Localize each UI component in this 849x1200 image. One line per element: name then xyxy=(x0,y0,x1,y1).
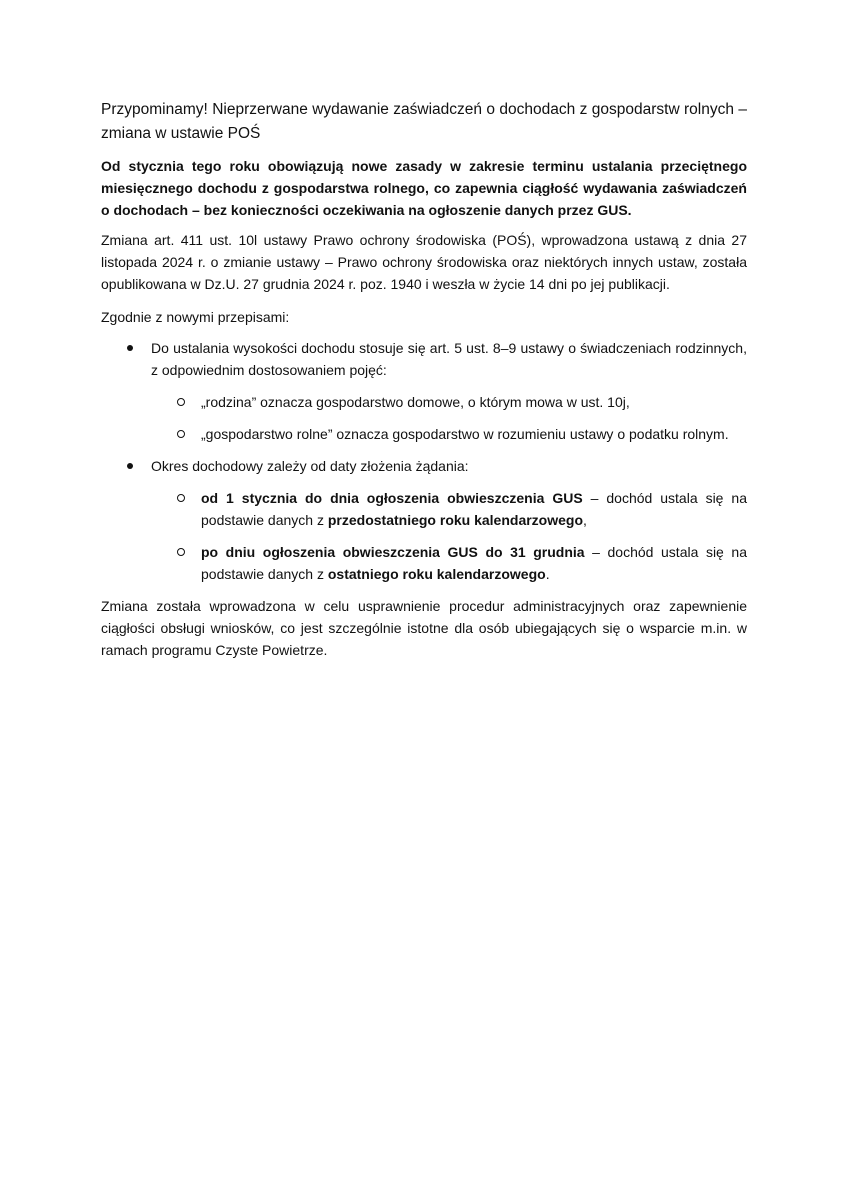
sub-item-text: „gospodarstwo rolne” oznacza gospodarstwo w rozumieniu ustawy o podatku rolnym. xyxy=(201,426,729,442)
sub-list xyxy=(151,487,747,585)
sub-list xyxy=(151,391,747,445)
sub-list-item xyxy=(151,391,747,413)
rules-list xyxy=(101,337,747,585)
period-label: po dniu ogłoszenia obwieszczenia GUS do 31 grudnia xyxy=(201,544,585,560)
circle-bullet-icon xyxy=(177,430,185,438)
sub-list-item xyxy=(151,423,747,445)
closing-paragraph: Zmiana została wprowadzona w celu usprawnienie procedur administracyjnych oraz zapewnienie ciągłości obsługi wniosków, co jest szczególnie istotne dla osób ubiegających się o wsparcie m.in. w ramach programu Czyste Powietrze. xyxy=(101,598,747,658)
document-content xyxy=(101,98,747,661)
bullet-text: Okres dochodowy zależy od daty złożenia żądania: xyxy=(151,458,469,474)
document-title: Przypominamy! Nieprzerwane wydawanie zaświadczeń o dochodach z gospodarstw rolnych – zmiana w ustawie POŚ xyxy=(101,101,747,142)
list-intro: Zgodnie z nowymi przepisami: xyxy=(101,309,290,325)
bullet-icon xyxy=(127,463,133,469)
list-item xyxy=(101,337,747,445)
list-item xyxy=(101,455,747,585)
sub-list-item xyxy=(151,541,747,585)
year-label: przedostatniego roku kalendarzowego xyxy=(327,512,584,528)
sub-list-item xyxy=(151,487,747,531)
bullet-text: Do ustalania wysokości dochodu stosuje się art. 5 ust. 8–9 ustawy o świadczeniach rodzinnych, z odpowiednim dostosowaniem pojęć: xyxy=(151,340,747,378)
bullet-icon xyxy=(127,345,133,351)
circle-bullet-icon xyxy=(177,548,185,556)
body-paragraph: Zmiana art. 411 ust. 10l ustawy Prawo ochrony środowiska (POŚ), wprowadzona ustawą z dnia 27 listopada 2024 r. o zmianie ustawy – Prawo ochrony środowiska oraz niektórych innych ustaw, została opublikowana w Dz.U. 27 grudnia 2024 r. poz. 1940 i weszła w życie 14 dni po jej publikacji. xyxy=(101,232,747,292)
sub-item-text: – dochód ustala się na podstawie danych z xyxy=(201,490,748,528)
circle-bullet-icon xyxy=(177,398,185,406)
lead-paragraph: Od stycznia tego roku obowiązują nowe zasady w zakresie terminu ustalania przeciętnego miesięcznego dochodu z gospodarstwa rolnego, co zapewnia ciągłość wydawania zaświadczeń o dochodach – bez konieczności oczekiwania na ogłoszenie danych przez GUS. xyxy=(101,158,747,218)
sub-item-text: „rodzina” oznacza gospodarstwo domowe, o którym mowa w ust. 10j, xyxy=(201,394,630,410)
year-label: ostatniego roku kalendarzowego xyxy=(327,566,546,582)
circle-bullet-icon xyxy=(177,494,185,502)
punctuation: . xyxy=(545,566,550,582)
punctuation: , xyxy=(583,512,587,528)
period-label: od 1 stycznia do dnia ogłoszenia obwieszczenia GUS xyxy=(201,490,583,506)
sub-item-text: – dochód ustala się na podstawie danych z xyxy=(201,544,747,582)
